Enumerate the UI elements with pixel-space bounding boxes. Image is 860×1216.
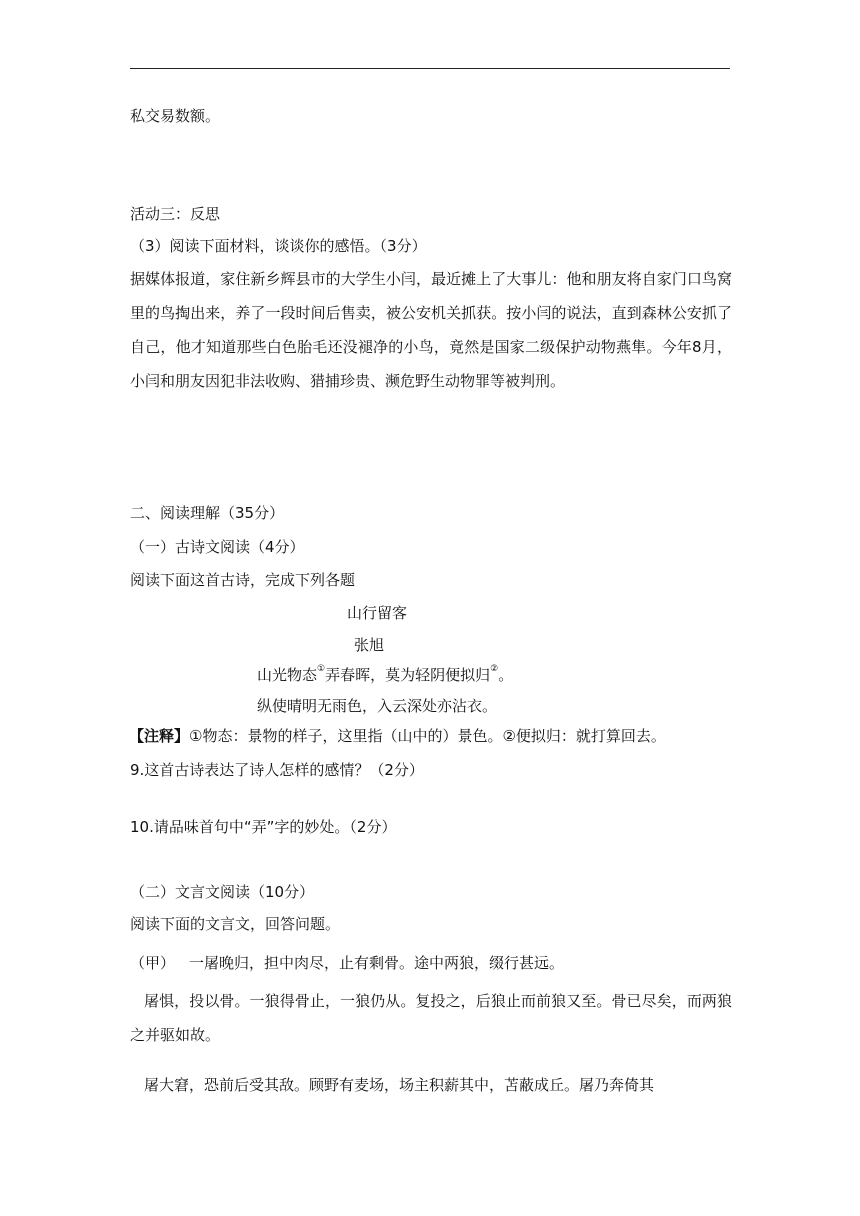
sub2-title: （二）文言文阅读（10分） [130, 883, 315, 901]
note-mark-2: ② [490, 664, 499, 674]
poem-title: 山行留客 [347, 604, 408, 622]
jia-p1-text: 一屠晚归，担中肉尽，止有剩骨。途中两狼，缀行甚远。 [189, 954, 565, 972]
annotation-text: ①物态：景物的样子，这里指（山中的）景色。②便拟归：就打算回去。 [189, 727, 666, 745]
classical-instruction: 阅读下面的文言文，回答问题。 [130, 915, 341, 933]
question-9: 9.这首古诗表达了诗人怎样的感情？（2分） [130, 761, 424, 779]
sub1-title: （一）古诗文阅读（4分） [130, 538, 305, 556]
question-10: 10.请品味首句中“弄”字的妙处。（2分） [130, 818, 397, 836]
poem-author: 张旭 [354, 636, 385, 654]
jia-paragraph-3: 屠大窘，恐前后受其敌。顾野有麦场，场主积薪其中，苫蔽成丘。屠乃奔倚其 [144, 1076, 655, 1094]
continuation-text: 私交易数额。 [130, 107, 221, 125]
annotation [129, 726, 666, 746]
question-3: （3）阅读下面材料，谈谈你的感悟。（3分） [130, 237, 427, 255]
poem-line-1 [257, 665, 513, 685]
note-mark-1: ① [317, 664, 326, 674]
header-rule [130, 68, 730, 69]
poem-instruction: 阅读下面这首古诗，完成下列各题 [130, 571, 356, 589]
jia-label: （甲） [130, 954, 176, 972]
poem-line-1-part2: 弄春晖，莫为轻阴便拟归 [325, 666, 491, 684]
poem-line-1-part3: 。 [498, 666, 514, 684]
poem-line-2: 纵使晴明无雨色，入云深处亦沾衣。 [257, 697, 498, 715]
annotation-label: 【注释】 [129, 727, 190, 745]
poem-line-1-part1: 山光物态 [257, 666, 318, 684]
q3-material: 据媒体报道，家住新乡辉县市的大学生小闫，最近摊上了大事儿：他和朋友将自家门口鸟窝里的鸟掏出来，养了一段时间后售卖，被公安机关抓获。按小闫的说法，直到森林公安抓了自己，他才知道那些白色胎毛还没褪净的小鸟，竟然是国家二级保护动物燕隼。今年8月，小闫和朋友因犯非法收购、猎捕珍贵、濒危野生动物罪等被判刑。 [130, 270, 732, 390]
jia-paragraph-2: 屠惧，投以骨。一狼得骨止，一狼仍从。复投之，后狼止而前狼又至。骨已尽矣，而两狼之并驱如故。 [130, 992, 732, 1044]
section2-title: 二、阅读理解（35分） [130, 504, 285, 522]
jia-paragraph-1 [130, 953, 564, 973]
activity3-title: 活动三：反思 [130, 205, 221, 223]
